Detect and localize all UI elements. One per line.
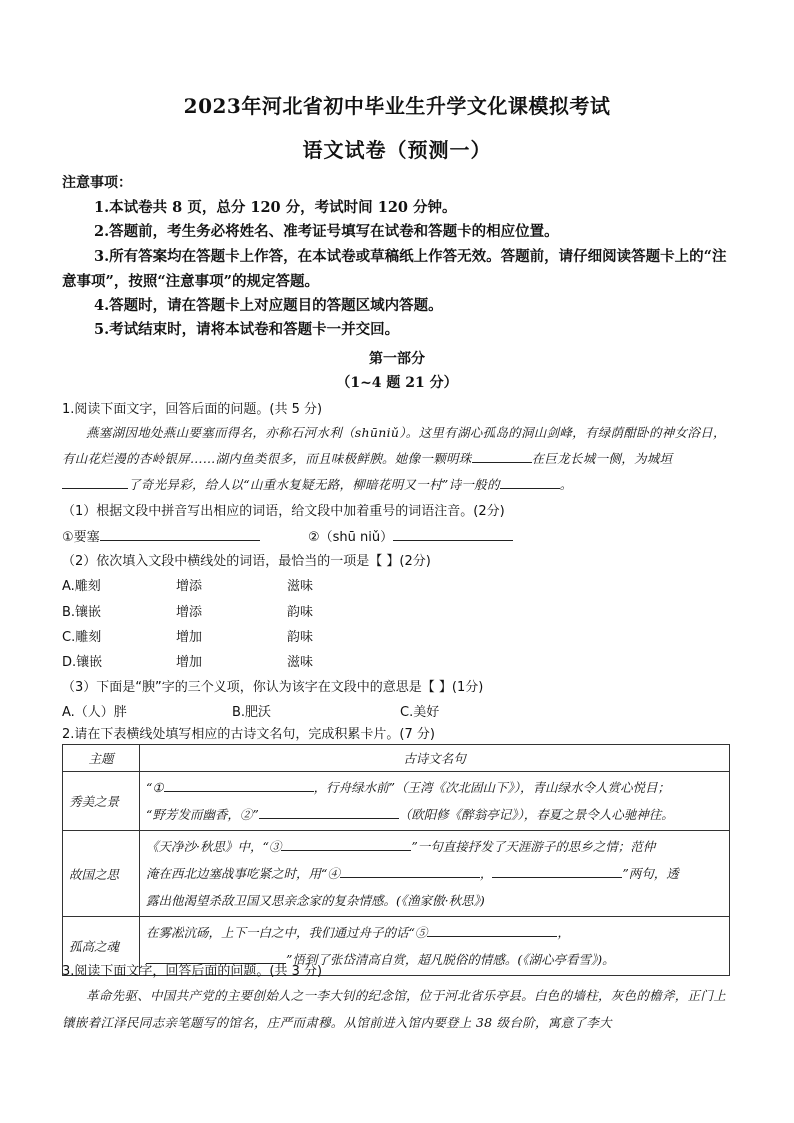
notice-list [62, 196, 734, 342]
line-text: 在雾凇沆砀，上下一白之中，我们通过舟子的话“⑤ [146, 925, 428, 940]
option-word: 滋味 [287, 655, 314, 670]
question-1-passage [62, 420, 734, 498]
passage-text: 。 [559, 477, 573, 492]
row-theme: 故国之思 [63, 831, 140, 917]
option-label: B.肥沃 [232, 705, 272, 720]
answer-blank [500, 474, 560, 489]
option-label: B.镶嵌 [62, 605, 102, 620]
table-row [63, 772, 730, 831]
answer-blank [164, 777, 314, 792]
question-2-stem: 2.请在下表横线处填写相应的古诗文名句，完成积累卡片。(7 分) [62, 727, 435, 742]
exam-subtitle: 语文试卷（预测一） [302, 138, 492, 162]
sub1-item-a: ①要塞 [62, 530, 100, 545]
question-1-sub1: （1）根据文段中拼音写出相应的词语，给文段中加着重号的词语注音。(2分) [62, 504, 505, 519]
part-title: 第一部分 [369, 351, 425, 367]
notice-heading: 注意事项： [62, 175, 132, 191]
answer-blank [492, 863, 622, 878]
passage-text: 燕塞湖因地处燕山要塞而得名，亦称石河水利（shūniǔ）。这里有湖心孤岛的洞山剑峰，有绿荫酣卧的神女浴日，有山花烂漫的杏岭银屏……湖内鱼类很多，而且味极鲜腴。她像一颗明珠 [62, 425, 726, 466]
option-word: 增加 [176, 655, 203, 670]
answer-blank [393, 526, 513, 541]
option-word: 韵味 [287, 630, 314, 645]
question-1-sub1-answers [62, 526, 734, 545]
line-text: “野芳发而幽香，②” [146, 807, 259, 822]
answer-blank [472, 448, 532, 463]
answer-blank [62, 474, 128, 489]
exam-title: 2023年河北省初中毕业生升学文化课模拟考试 [183, 94, 611, 118]
answer-blank [427, 922, 557, 937]
part-range: （1~4 题 21 分） [336, 375, 458, 391]
line-text: ”一句直接抒发了天涯游子的思乡之情；范仲 [411, 839, 656, 854]
table-row [63, 831, 730, 917]
line-text: 露出他渴望杀敌卫国又思亲念家的复杂情感。(《渔家傲·秋思》) [146, 893, 485, 908]
answer-blank [259, 804, 399, 819]
answer-blank [100, 526, 260, 541]
question-3-stem: 3.阅读下面文字，回答后面的问题。(共 3 分) [62, 964, 323, 979]
option-word: 韵味 [287, 605, 314, 620]
row-content [140, 831, 730, 917]
notice-item: 1.本试卷共 8 页，总分 120 分，考试时间 120 分钟。 [94, 199, 457, 216]
option-word: 增添 [176, 579, 203, 594]
question-1-sub2: （2）依次填入文段中横线处的词语，最恰当的一项是【 】(2分) [62, 554, 431, 569]
passage-text: 了奇光异彩，给人以“山重水复疑无路，柳暗花明又一村”诗一般的 [128, 477, 500, 492]
line-text: 淹在西北边塞战事吃紧之时，用“④ [146, 866, 340, 881]
question-3-passage: 革命先驱、中国共产党的主要创始人之一李大钊的纪念馆，位于河北省乐亭县。白色的墙柱，灰色的檐斧，正门上镶嵌着江泽民同志亲笔题写的馆名，庄严而肃穆。从馆前进入馆内要登上 38 级台阶，寓意了李大 [62, 988, 727, 1030]
option-word: 增添 [176, 605, 203, 620]
question-1-stem: 1.阅读下面文字，回答后面的问题。(共 5 分) [62, 402, 323, 417]
row-theme: 秀美之景 [63, 772, 140, 831]
notice-item: 5.考试结束时，请将本试卷和答题卡一并交回。 [94, 321, 400, 338]
column-header-content: 古诗文名句 [140, 745, 730, 772]
notice-item: 4.答题时，请在答题卡上对应题目的答题区域内答题。 [94, 297, 443, 314]
column-header-theme: 主题 [63, 745, 140, 772]
notice-item: 3.所有答案均在答题卡上作答，在本试卷或草稿纸上作答无效。答题前，请仔细阅读答题卡上的“注意事项”，按照“注意事项”的规定答题。 [62, 248, 727, 290]
passage-text: 在巨龙长城一侧，为城垣 [531, 451, 673, 466]
answer-blank [281, 836, 411, 851]
line-text: ， [557, 925, 570, 940]
option-label: D.镶嵌 [62, 655, 103, 670]
line-text: “① [146, 780, 164, 795]
option-label: C.雕刻 [62, 630, 102, 645]
row-theme: 孤高之魂 [63, 917, 140, 976]
option-label: A.雕刻 [62, 579, 101, 594]
answer-blank [340, 863, 480, 878]
line-text: （欧阳修《醉翁亭记》），春夏之景令人心驰神往。 [398, 807, 674, 822]
line-text: 《天净沙·秋思》中，“③ [146, 839, 282, 854]
line-text: ， [479, 866, 493, 881]
option-label: A.（人）胖 [62, 705, 127, 720]
table-header-row [63, 745, 730, 772]
notice-item: 2.答题前，考生务必将姓名、准考证号填写在试卷和答题卡的相应位置。 [94, 223, 559, 240]
option-label: C.美好 [400, 705, 440, 720]
line-text: ”两句，透 [622, 866, 679, 881]
line-text: ”悟到了张岱清高自赏，超凡脱俗的情感。(《湖心亭看雪》)。 [286, 952, 615, 967]
sub1-item-b: ②（shū niǔ） [307, 530, 394, 545]
question-1-sub3: （3）下面是“腴”字的三个义项，你认为该字在文段中的意思是【 】(1分) [62, 680, 484, 695]
row-content [140, 772, 730, 831]
option-word: 增加 [176, 630, 203, 645]
accumulation-card-table [62, 744, 730, 976]
option-word: 滋味 [287, 579, 314, 594]
line-text: ，行舟绿水前”（王湾《次北固山下》），青山绿水令人赏心悦目； [313, 780, 671, 795]
